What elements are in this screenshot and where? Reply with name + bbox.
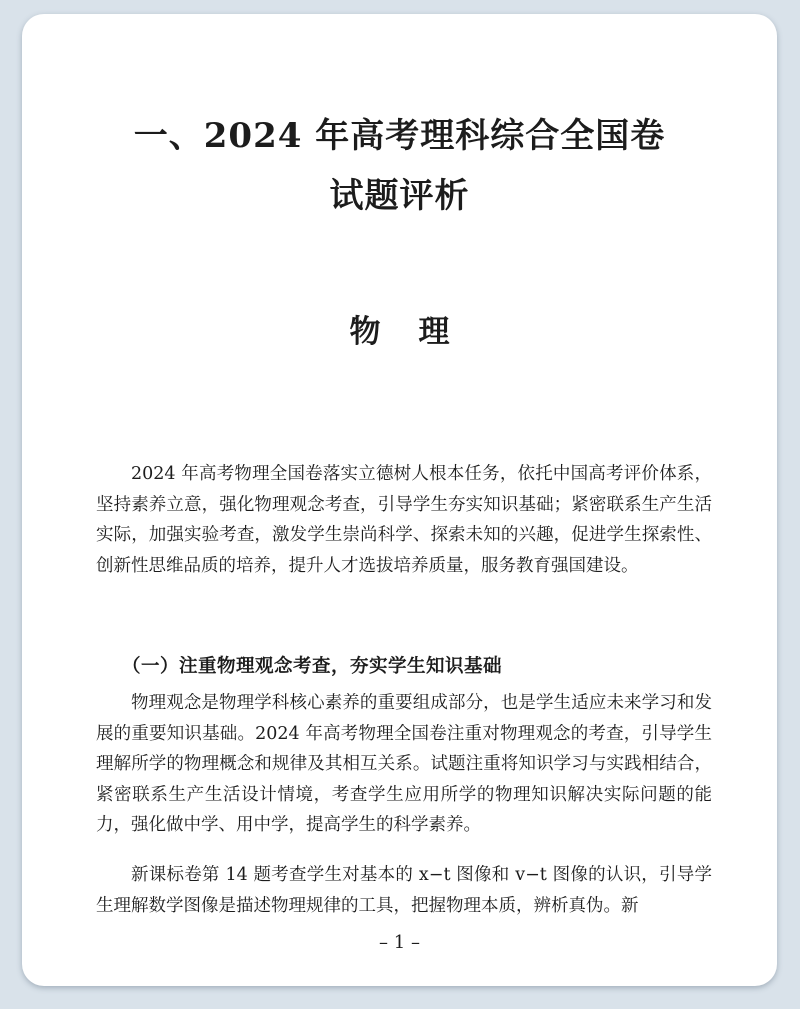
subject-title: 物理 xyxy=(349,314,488,350)
chapter-title-line-2: 试题评析 xyxy=(329,176,470,216)
section-heading: （一）注重物理观念考查，夯实学生知识基础 xyxy=(122,656,503,677)
document-page xyxy=(22,14,777,986)
chapter-title-line-1: 一、2024 年高考理科综合全国卷 xyxy=(133,116,666,156)
chapter-title xyxy=(22,106,777,226)
continuation-paragraph: 新课标卷第 14 题考查学生对基本的 x−t 图像和 v−t 图像的认识，引导学生理解数学图像是描述物理规律的工具，把握物理本质，辨析真伪。新 xyxy=(96,865,712,916)
intro-paragraph: 2024 年高考物理全国卷落实立德树人根本任务，依托中国高考评价体系，坚持素养立意，强化物理观念考查，引导学生夯实知识基础；紧密联系生产生活实际，加强实验考查，激发学生崇尚科学、探索未知的兴趣，促进学生探索性、创新性思维品质的培养，提升人才选拔培养质量，服务教育强国建设。 xyxy=(96,464,712,576)
section-paragraph: 物理观念是物理学科核心素养的重要组成部分，也是学生适应未来学习和发展的重要知识基础。2024 年高考物理全国卷注重对物理观念的考查，引导学生理解所学的物理概念和规律及其相互关系。试题注重将知识学习与实践相结合，紧密联系生产生活设计情境，考查学生应用所学的物理知识解决实际问题的能力，强化做中学、用中学，提高学生的科学素养。 xyxy=(96,693,712,835)
page-number: – 1 – xyxy=(379,932,420,953)
